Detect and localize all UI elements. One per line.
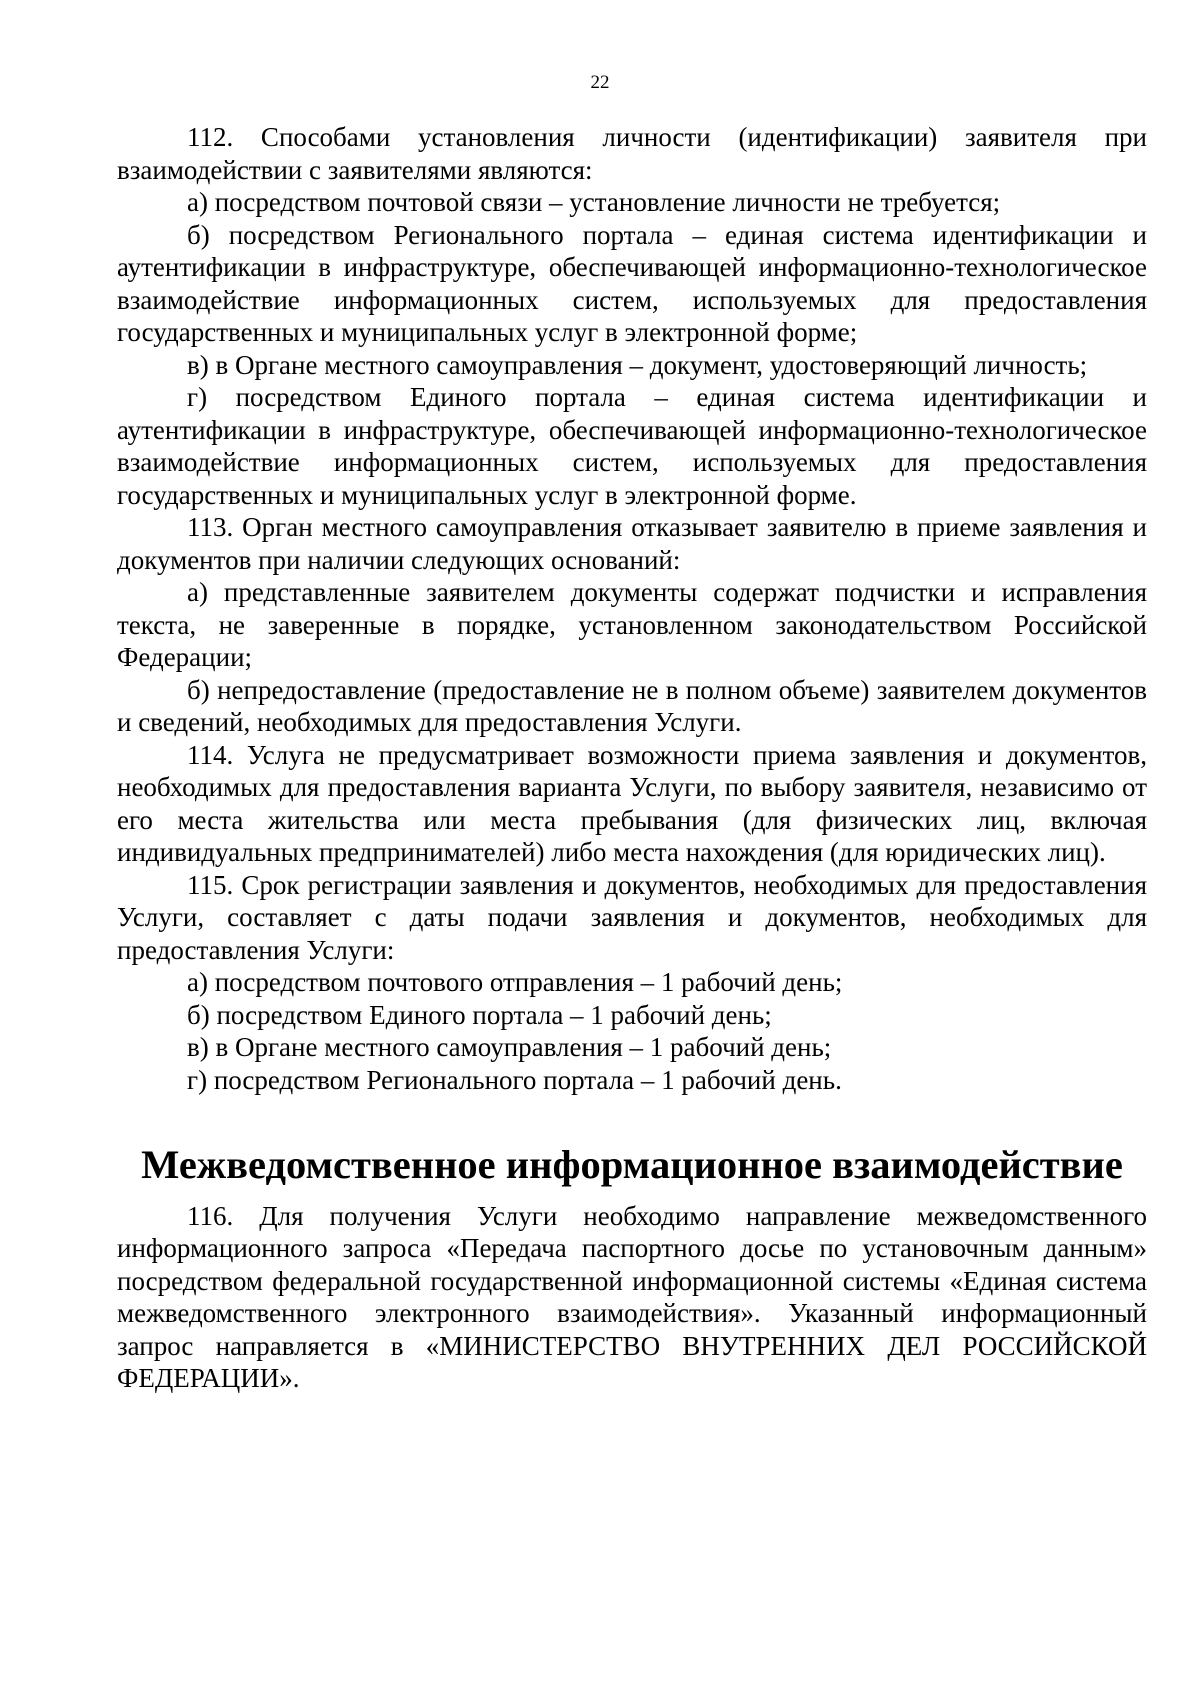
- list-item-115-g: г) посредством Регионального портала – 1 рабочий день.: [187, 1064, 842, 1095]
- paragraph-116: 116. Для получения Услуги необходимо направление межведомственного информационного запроса «Передача паспортного досье по установочным данным» посредством федеральной государственной информационной системы «Единая система межведомственного электронного взаимодействия». Указанный информационный запрос направляется в «МИНИСТЕРСТВО ВНУТРЕННИХ ДЕЛ РОССИЙСКОЙ ФЕДЕРАЦИИ».: [117, 1200, 1147, 1393]
- list-item-112-v: в) в Органе местного самоуправления – документ, удостоверяющий личность;: [187, 349, 1088, 380]
- list-item-112-a: а) посредством почтовой связи – установление личности не требуется;: [187, 187, 1001, 217]
- list-item-115-a: а) посредством почтового отправления – 1 рабочий день;: [187, 967, 843, 997]
- list-item-115-v: в) в Органе местного самоуправления – 1 рабочий день;: [187, 1032, 832, 1062]
- list-item-112-b: б) посредством Регионального портала – единая система идентификации и аутентификации в инфраструктуре, обеспечивающей информационно-технологическое взаимодействие информационных систем, используемых для предоставления государственных и муниципальных услуг в электронной форме;: [117, 219, 1147, 347]
- list-item-113-b: б) непредоставление (предоставление не в полном объеме) заявителем документов и сведений, необходимых для предоставления Услуги.: [117, 674, 1147, 737]
- list-item-112-g: г) посредством Единого портала – единая система идентификации и аутентификации в инфраструктуре, обеспечивающей информационно-технологическое взаимодействие информационных систем, используемых для предоставления государственных и муниципальных услуг в электронной форме.: [117, 382, 1147, 510]
- paragraph-113: 113. Орган местного самоуправления отказывает заявителю в приеме заявления и документов при наличии следующих оснований:: [117, 512, 1147, 575]
- section-heading: Межведомственное информационное взаимодействие: [141, 1142, 1123, 1187]
- list-item-115-b: б) посредством Единого портала – 1 рабочий день;: [187, 999, 772, 1030]
- list-item-113-a: а) представленные заявителем документы содержат подчистки и исправления текста, не заверенные в порядке, установленном законодательством Российской Федерации;: [117, 577, 1147, 672]
- paragraph-112: 112. Способами установления личности (идентификации) заявителя при взаимодействии с заявителями являются:: [117, 122, 1147, 185]
- paragraph-114: 114. Услуга не предусматривает возможности приема заявления и документов, необходимых для предоставления варианта Услуги, по выбору заявителя, независимо от его места жительства или места пребывания (для физических лиц, включая индивидуальных предпринимателей) либо места нахождения (для юридических лиц).: [117, 739, 1147, 867]
- page-number: 22: [590, 72, 610, 93]
- paragraph-115: 115. Срок регистрации заявления и документов, необходимых для предоставления Услуги, составляет с даты подачи заявления и документов, необходимых для предоставления Услуги:: [117, 869, 1147, 965]
- document-body: [117, 121, 1147, 1395]
